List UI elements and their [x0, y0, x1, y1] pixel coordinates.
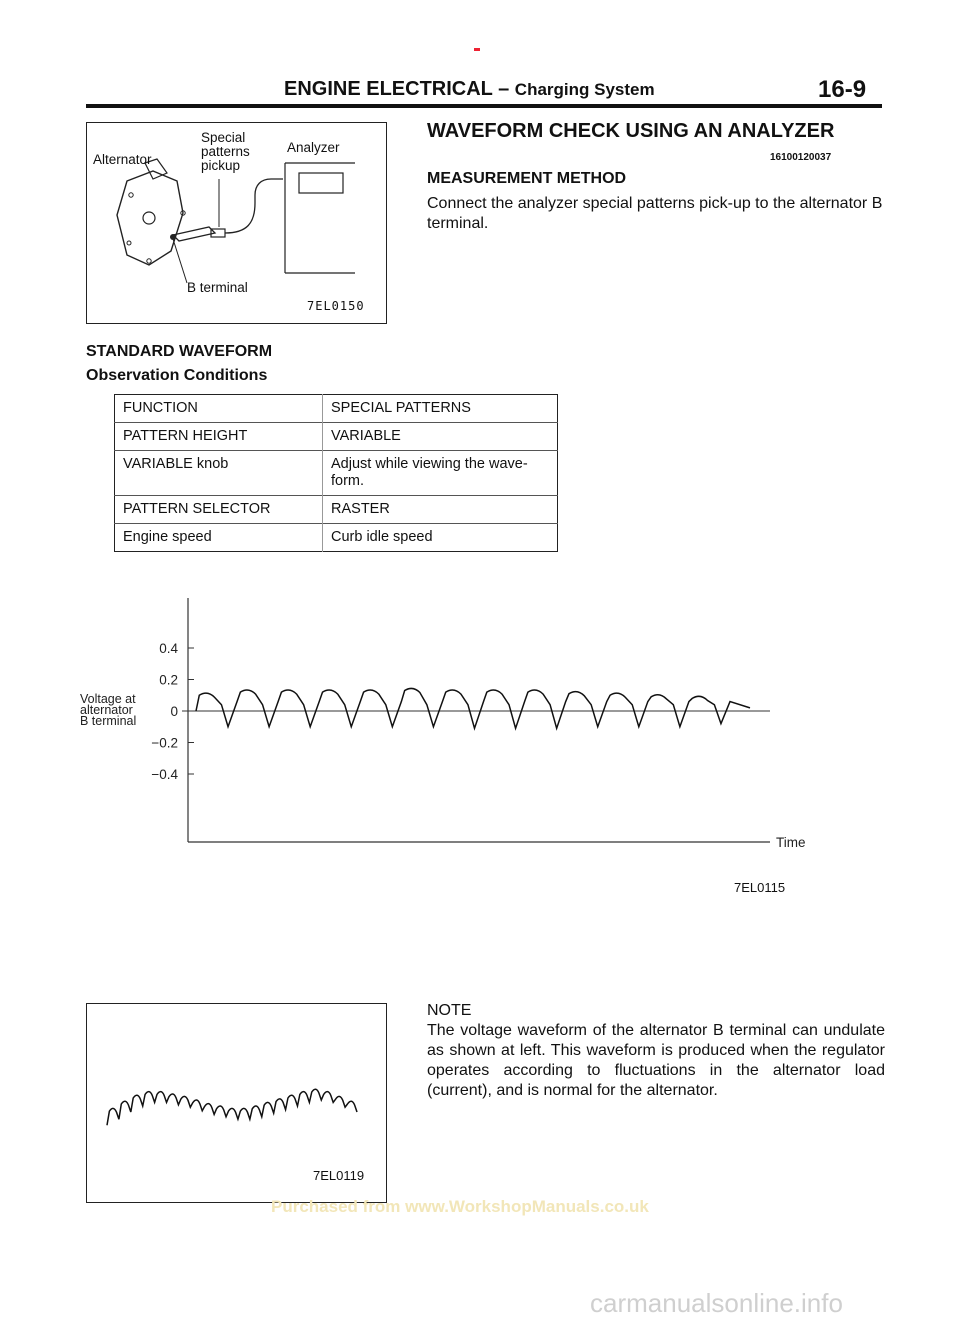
header-rule	[86, 104, 882, 108]
header-separator: –	[498, 78, 510, 100]
document-id: 16100120037	[770, 152, 832, 163]
condition-label: PATTERN SELECTOR	[115, 496, 323, 524]
y-tick-label: 0	[170, 704, 178, 719]
measurement-method-heading: MEASUREMENT METHOD	[427, 170, 627, 187]
waveform-check-title: WAVEFORM CHECK USING AN ANALYZER	[427, 120, 835, 142]
special-patterns-label	[201, 131, 250, 173]
purchase-watermark: Purchased from www.WorkshopManuals.co.uk	[271, 1197, 649, 1216]
note-text: The voltage waveform of the alternator B terminal can undulate as shown at left. This waveform is produced when the regulator operates according to fluctuations in the alternator load (current), and is normal for the alternator.	[427, 1022, 885, 1099]
y-tick-label: −0.4	[151, 767, 178, 782]
undulating-waveform-figure	[86, 1003, 387, 1203]
y-tick-label: −0.2	[151, 735, 178, 751]
y-tick-label: 0.2	[159, 672, 178, 688]
table-row	[115, 451, 558, 496]
condition-label: PATTERN HEIGHT	[115, 423, 323, 451]
table-row	[115, 423, 558, 451]
bolt-hole-1	[129, 193, 133, 197]
b-terminal-leader	[173, 239, 187, 283]
analyzer-screen	[299, 173, 343, 193]
condition-value: VARIABLE	[323, 423, 558, 451]
alternator-label: Alternator	[93, 152, 152, 167]
figure1-code: 7EL0150	[307, 299, 365, 313]
analyzer-label: Analyzer	[287, 140, 340, 155]
page-number: 16-9	[818, 76, 867, 103]
chart-code: 7EL0115	[734, 880, 786, 895]
red-mark	[474, 48, 480, 51]
bolt-hole-4	[127, 241, 131, 245]
page-header-title	[284, 78, 655, 101]
measurement-method-text: Connect the analyzer special patterns pick-up to the alternator B terminal.	[427, 195, 883, 232]
table-row	[115, 395, 558, 423]
observation-conditions-table	[114, 394, 558, 552]
header-subsection: Charging System	[514, 80, 655, 99]
y-axis-label: Voltage at	[80, 692, 136, 706]
undulating-waveform-line	[107, 1089, 357, 1125]
alternator-shaft	[143, 212, 155, 224]
y-axis-label: alternator	[80, 703, 133, 717]
x-axis-label: Time	[776, 835, 806, 850]
waveform-chart	[80, 590, 820, 890]
connection-diagram	[86, 122, 387, 324]
header-section: ENGINE ELECTRICAL	[284, 78, 493, 100]
condition-value: RASTER	[323, 496, 558, 524]
pickup-cable	[225, 179, 283, 233]
standard-waveform-heading: STANDARD WAVEFORM	[86, 343, 273, 360]
condition-label: Engine speed	[115, 524, 323, 552]
figure3-code: 7EL0119	[313, 1168, 365, 1183]
b-terminal-label: B terminal	[187, 280, 248, 295]
table-row	[115, 496, 558, 524]
note-block	[427, 1001, 885, 1101]
waveform-series-line	[196, 688, 750, 728]
footer-watermark: carmanualsonline.info	[590, 1288, 843, 1318]
y-axis-label: B terminal	[80, 714, 137, 728]
table-row	[115, 524, 558, 552]
condition-value: Adjust while viewing the wave- form.	[323, 451, 558, 496]
pickup-clip	[173, 227, 215, 241]
y-tick-label: 0.4	[159, 641, 178, 656]
condition-label: VARIABLE knob	[115, 451, 323, 496]
condition-value: Curb idle speed	[323, 524, 558, 552]
observation-conditions-heading: Observation Conditions	[86, 367, 268, 384]
condition-label: FUNCTION	[115, 395, 323, 423]
note-title: NOTE	[427, 1002, 472, 1019]
special-patterns-text: Special patterns pickup	[201, 130, 250, 173]
bolt-hole-3	[147, 259, 151, 263]
alternator-body	[117, 171, 183, 265]
condition-value: SPECIAL PATTERNS	[331, 400, 471, 416]
